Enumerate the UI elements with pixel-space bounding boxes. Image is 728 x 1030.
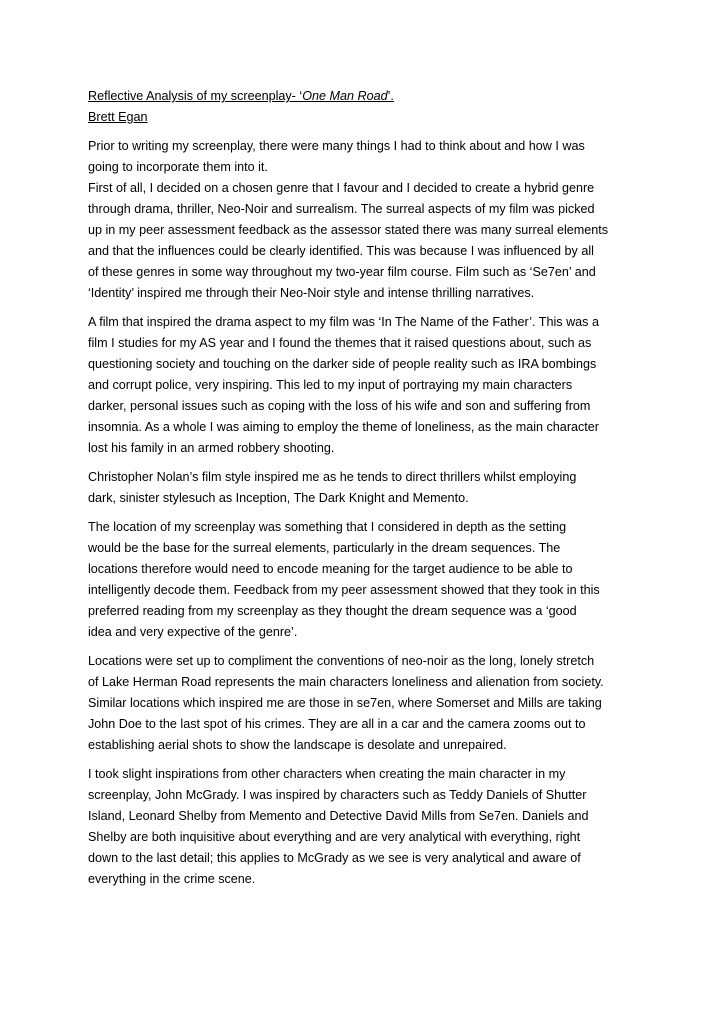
document-author: Brett Egan: [88, 110, 148, 124]
body-paragraph: [88, 764, 648, 890]
paragraph-line: insomnia. As a whole I was aiming to employ the theme of loneliness, as the main character: [88, 420, 600, 434]
body-paragraph: [88, 651, 648, 756]
paragraph-line: A film that inspired the drama aspect to my film was ‘In The Name of the Father’. This was a: [88, 315, 599, 329]
title-film-name: One Man Road: [302, 89, 388, 103]
paragraph-line: I took slight inspirations from other characters when creating the main character in my: [88, 767, 566, 781]
document-title: [88, 86, 648, 107]
paragraph-line: and that the influences could be clearly identified. This was because I was influenced by all: [88, 244, 594, 258]
paragraph-line: going to incorporate them into it.: [88, 160, 268, 174]
title-suffix: ’.: [387, 89, 394, 103]
paragraph-line: establishing aerial shots to show the landscape is desolate and unrepaired.: [88, 738, 507, 752]
document-page: [88, 86, 648, 898]
paragraph-line: First of all, I decided on a chosen genre that I favour and I decided to create a hybrid genre: [88, 181, 595, 195]
paragraph-line: of Lake Herman Road represents the main characters loneliness and alienation from society.: [88, 675, 604, 689]
paragraph-line: Island, Leonard Shelby from Memento and Detective David Mills from Se7en. Daniels and: [88, 809, 589, 823]
document-body: [88, 136, 648, 890]
paragraph-line: lost his family in an armed robbery shooting.: [88, 441, 335, 455]
paragraph-line: intelligently decode them. Feedback from my peer assessment showed that they took in this: [88, 583, 600, 597]
paragraph-line: dark, sinister stylesuch as Inception, The Dark Knight and Memento.: [88, 491, 469, 505]
paragraph-line: up in my peer assessment feedback as the assessor stated there was many surreal elements: [88, 223, 609, 237]
paragraph-line: Locations were set up to compliment the conventions of neo-noir as the long, lonely stretch: [88, 654, 595, 668]
paragraph-line: questioning society and touching on the darker side of people reality such as IRA bombings: [88, 357, 597, 371]
body-paragraph: [88, 467, 648, 509]
paragraph-line: ‘Identity’ inspired me through their Neo-Noir style and intense thrilling narratives.: [88, 286, 535, 300]
body-paragraph: [88, 136, 648, 304]
body-paragraph: [88, 517, 648, 643]
paragraph-line: and corrupt police, very inspiring. This led to my input of portraying my main characters: [88, 378, 573, 392]
paragraph-line: Shelby are both inquisitive about everything and are very analytical with everything, right: [88, 830, 581, 844]
paragraph-line: locations therefore would need to encode meaning for the target audience to be able to: [88, 562, 573, 576]
body-paragraph: [88, 312, 648, 459]
paragraph-line: screenplay, John McGrady. I was inspired by characters such as Teddy Daniels of Shutter: [88, 788, 587, 802]
paragraph-line: Prior to writing my screenplay, there were many things I had to think about and how I was: [88, 139, 585, 153]
paragraph-line: film I studies for my AS year and I found the themes that it raised questions about, such as: [88, 336, 592, 350]
paragraph-line: preferred reading from my screenplay as they thought the dream sequence was a ‘good: [88, 604, 577, 618]
paragraph-line: of these genres in some way throughout my two-year film course. Film such as ‘Se7en’ and: [88, 265, 596, 279]
paragraph-line: Similar locations which inspired me are those in se7en, where Somerset and Mills are taking: [88, 696, 602, 710]
paragraph-line: down to the last detail; this applies to McGrady as we see is very analytical and aware of: [88, 851, 581, 865]
paragraph-line: would be the base for the surreal elements, particularly in the dream sequences. The: [88, 541, 561, 555]
paragraph-line: darker, personal issues such as coping with the loss of his wife and son and suffering from: [88, 399, 591, 413]
title-prefix: Reflective Analysis of my screenplay- ‘: [88, 89, 303, 103]
paragraph-line: idea and very expective of the genre’.: [88, 625, 298, 639]
paragraph-line: The location of my screenplay was something that I considered in depth as the setting: [88, 520, 567, 534]
paragraph-line: everything in the crime scene.: [88, 872, 256, 886]
paragraph-line: through drama, thriller, Neo-Noir and surrealism. The surreal aspects of my film was picked: [88, 202, 595, 216]
paragraph-line: John Doe to the last spot of his crimes. They are all in a car and the camera zooms out to: [88, 717, 586, 731]
paragraph-line: Christopher Nolan’s film style inspired me as he tends to direct thrillers whilst employing: [88, 470, 577, 484]
